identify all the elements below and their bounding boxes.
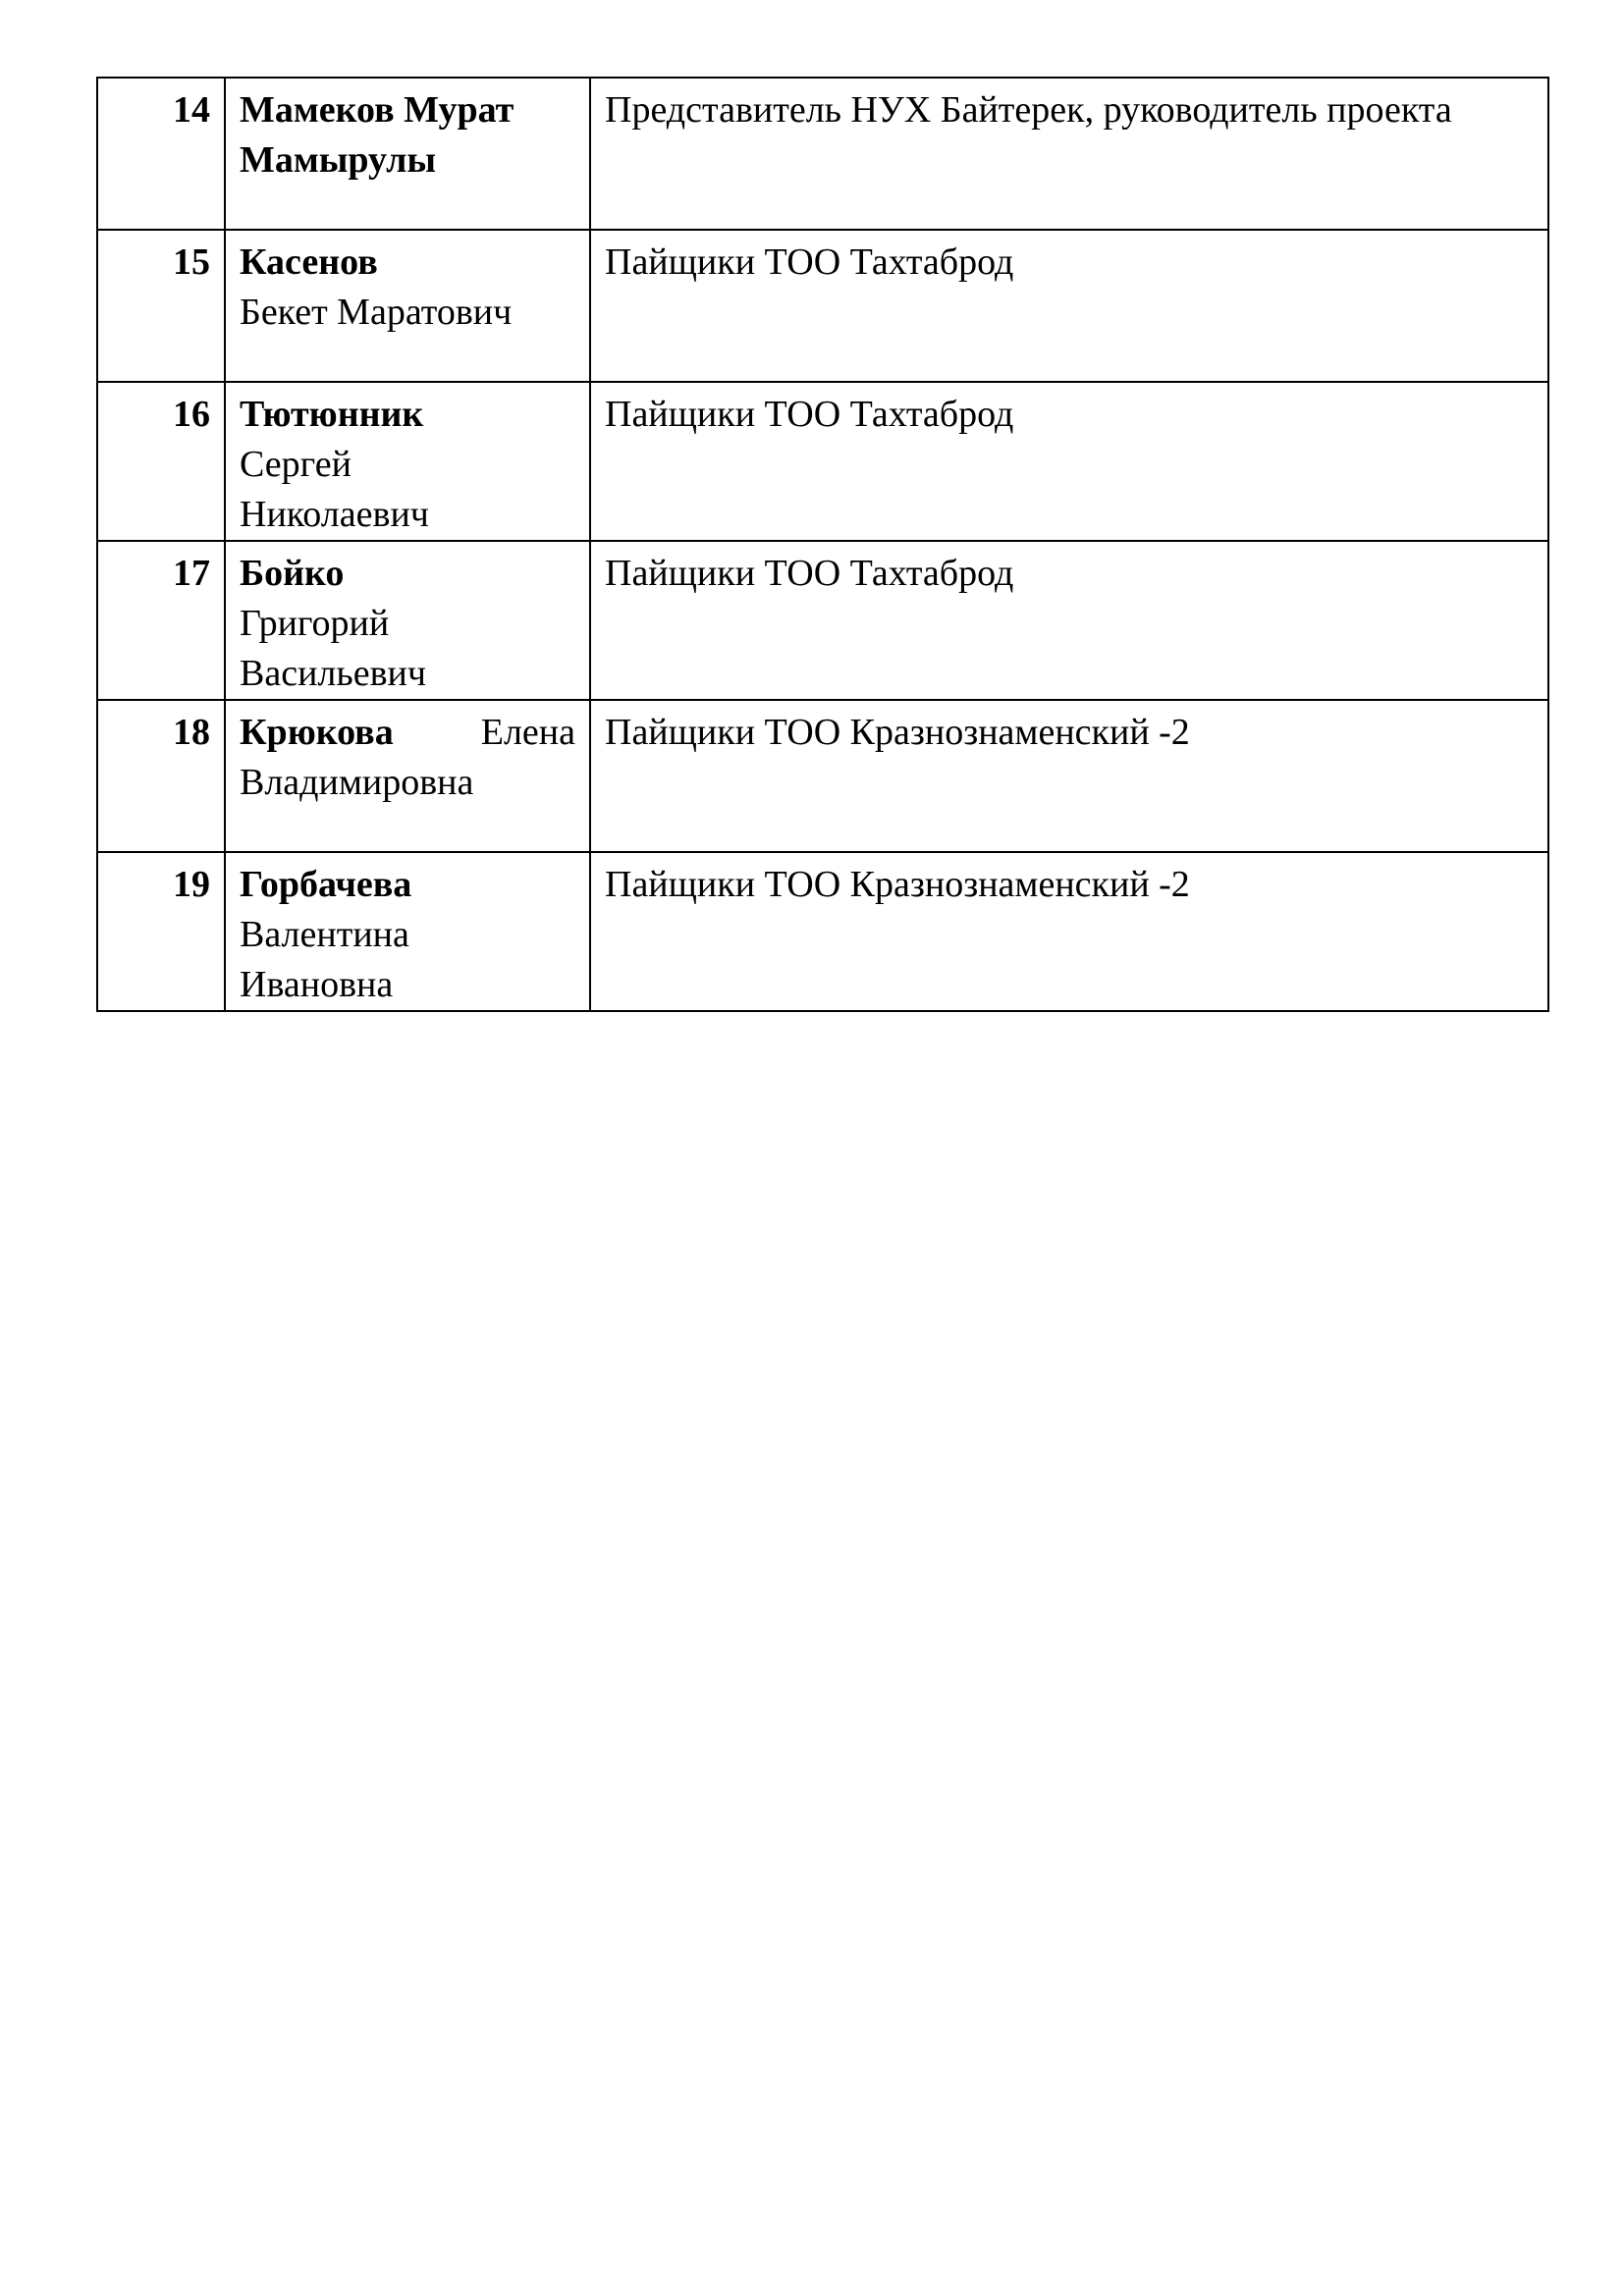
participant-name: [225, 852, 590, 1011]
name-regular: Ивановна: [240, 964, 394, 1005]
name-regular: Николаевич: [240, 494, 429, 535]
table-row: [97, 382, 1548, 541]
name-line: [240, 85, 575, 135]
name-line: [240, 960, 575, 1010]
name-bold: Крюкова: [240, 712, 394, 753]
name-regular: Васильевич: [240, 653, 426, 694]
participant-role: Пайщики ТОО Кразнознаменский -2: [590, 852, 1548, 1011]
participant-name: [225, 541, 590, 700]
name-regular: Бекет Маратович: [240, 292, 513, 333]
participants-table: [96, 77, 1549, 1012]
name-bold: Бойко: [240, 553, 345, 594]
name-line: [240, 860, 575, 910]
table-row: [97, 541, 1548, 700]
participant-role: Пайщики ТОО Тахтаброд: [590, 541, 1548, 700]
name-bold: Касенов: [240, 241, 378, 283]
row-number: 15: [97, 230, 225, 382]
name-line: [240, 390, 575, 440]
row-number: 17: [97, 541, 225, 700]
participant-name: [225, 78, 590, 230]
row-number: 16: [97, 382, 225, 541]
name-bold: Горбачева: [240, 864, 412, 905]
name-line: [240, 758, 575, 808]
row-number: 14: [97, 78, 225, 230]
name-line: [240, 649, 575, 699]
name-regular: Григорий: [240, 603, 390, 644]
name-line: [240, 549, 575, 599]
name-regular: Владимировна: [240, 762, 474, 803]
name-bold: Мамырулы: [240, 139, 437, 181]
name-regular: Елена: [480, 712, 575, 753]
participant-name: [225, 700, 590, 852]
name-line: [240, 599, 575, 649]
participant-role: Пайщики ТОО Тахтаброд: [590, 382, 1548, 541]
row-number: 19: [97, 852, 225, 1011]
name-line: [240, 135, 575, 186]
name-line: [240, 910, 575, 960]
participant-role: Пайщики ТОО Тахтаброд: [590, 230, 1548, 382]
name-regular: Валентина: [240, 914, 409, 955]
name-bold: Тютюнник: [240, 394, 424, 435]
name-regular: Сергей: [240, 444, 352, 485]
table-row: [97, 852, 1548, 1011]
name-line: [240, 238, 575, 288]
name-bold: Мамеков Мурат: [240, 89, 514, 131]
name-line: [240, 440, 575, 490]
table-row: [97, 700, 1548, 852]
name-line: [240, 288, 575, 338]
row-number: 18: [97, 700, 225, 852]
participant-role: Пайщики ТОО Кразнознаменский -2: [590, 700, 1548, 852]
name-line: [240, 490, 575, 540]
participant-name: [225, 382, 590, 541]
table-row: [97, 78, 1548, 230]
participant-role: Представитель НУХ Байтерек, руководитель проекта: [590, 78, 1548, 230]
participant-name: [225, 230, 590, 382]
table-row: [97, 230, 1548, 382]
name-line: [240, 708, 575, 758]
